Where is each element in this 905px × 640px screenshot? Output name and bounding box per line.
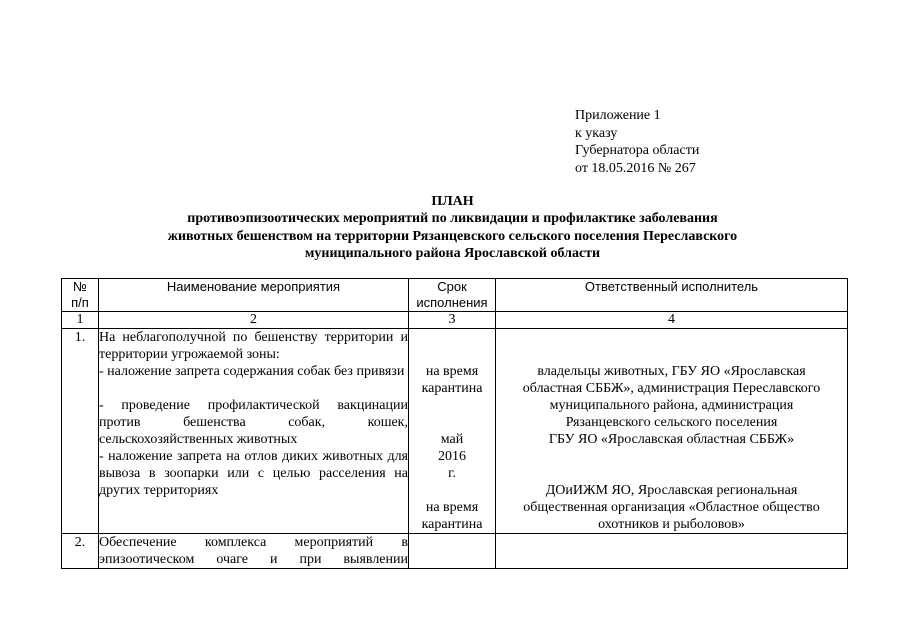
term-item: май 2016 г. bbox=[438, 432, 466, 481]
plan-title: ПЛАН bbox=[431, 194, 474, 209]
measure-item: - проведение профилактической вакцинации против бешенства собак, кошек, сельскохозяйственных животных bbox=[99, 398, 408, 447]
header-term: Срок исполнения bbox=[409, 279, 496, 312]
executor-cell bbox=[496, 534, 848, 569]
plan-subtitle-line: противоэпизоотических мероприятий по ликвидации и профилактике заболевания bbox=[187, 211, 718, 227]
column-number: 4 bbox=[496, 312, 848, 329]
term-item: на время карантина bbox=[421, 364, 483, 396]
row-number: 2. bbox=[62, 534, 99, 569]
header-name: Наименование мероприятия bbox=[99, 279, 409, 312]
appendix-line: Губернатора области bbox=[575, 143, 700, 158]
plan-table bbox=[61, 278, 848, 569]
plan-subtitle-line: муниципального района Ярославской области bbox=[304, 245, 601, 261]
column-number-row bbox=[62, 312, 848, 329]
executor-item: ГБУ ЯО «Ярославская областная СББЖ» bbox=[548, 432, 795, 447]
measure-intro: На неблагополучной по бешенству территории и территории угрожаемой зоны: bbox=[99, 330, 408, 362]
appendix-line: к указу bbox=[575, 125, 618, 141]
term-cell bbox=[409, 534, 496, 569]
plan-heading bbox=[100, 193, 805, 262]
column-number: 3 bbox=[409, 312, 496, 329]
plan-subtitle-line: животных бешенством на территории Рязанцевского сельского поселения Переславского bbox=[167, 228, 738, 244]
table-row bbox=[62, 329, 848, 534]
table-row bbox=[62, 534, 848, 569]
row-number: 1. bbox=[62, 329, 99, 534]
measure-cell bbox=[99, 329, 409, 534]
table-header-row bbox=[62, 279, 848, 312]
column-number: 1 bbox=[62, 312, 99, 329]
appendix-line: от 18.05.2016 № 267 bbox=[575, 160, 696, 176]
executor-item: владельцы животных, ГБУ ЯО «Ярославская областная СББЖ», администрация Переславского муниципального района, администрация Рязанцевского сельского поселения bbox=[522, 364, 821, 430]
measure-item: - наложение запрета содержания собак без привязи bbox=[99, 364, 405, 379]
measure-intro: Обеспечение комплекса мероприятий в эпизоотическом очаге и при выявлении bbox=[99, 535, 408, 567]
executor-item: ДОиИЖМ ЯО, Ярославская региональная общественная организация «Областное общество охотников и рыболовов» bbox=[523, 483, 820, 532]
header-num: № п/п bbox=[62, 279, 99, 312]
measure-cell bbox=[99, 534, 409, 569]
executor-cell bbox=[496, 329, 848, 534]
term-cell bbox=[409, 329, 496, 534]
column-number: 2 bbox=[99, 312, 409, 329]
measure-item: - наложение запрета на отлов диких животных для вывоза в зоопарки или с целью расселения на других территориях bbox=[99, 449, 408, 498]
header-executor: Ответственный исполнитель bbox=[496, 279, 848, 312]
appendix-block bbox=[575, 107, 815, 177]
appendix-line: Приложение 1 bbox=[575, 108, 661, 123]
term-item: на время карантина bbox=[421, 500, 483, 532]
